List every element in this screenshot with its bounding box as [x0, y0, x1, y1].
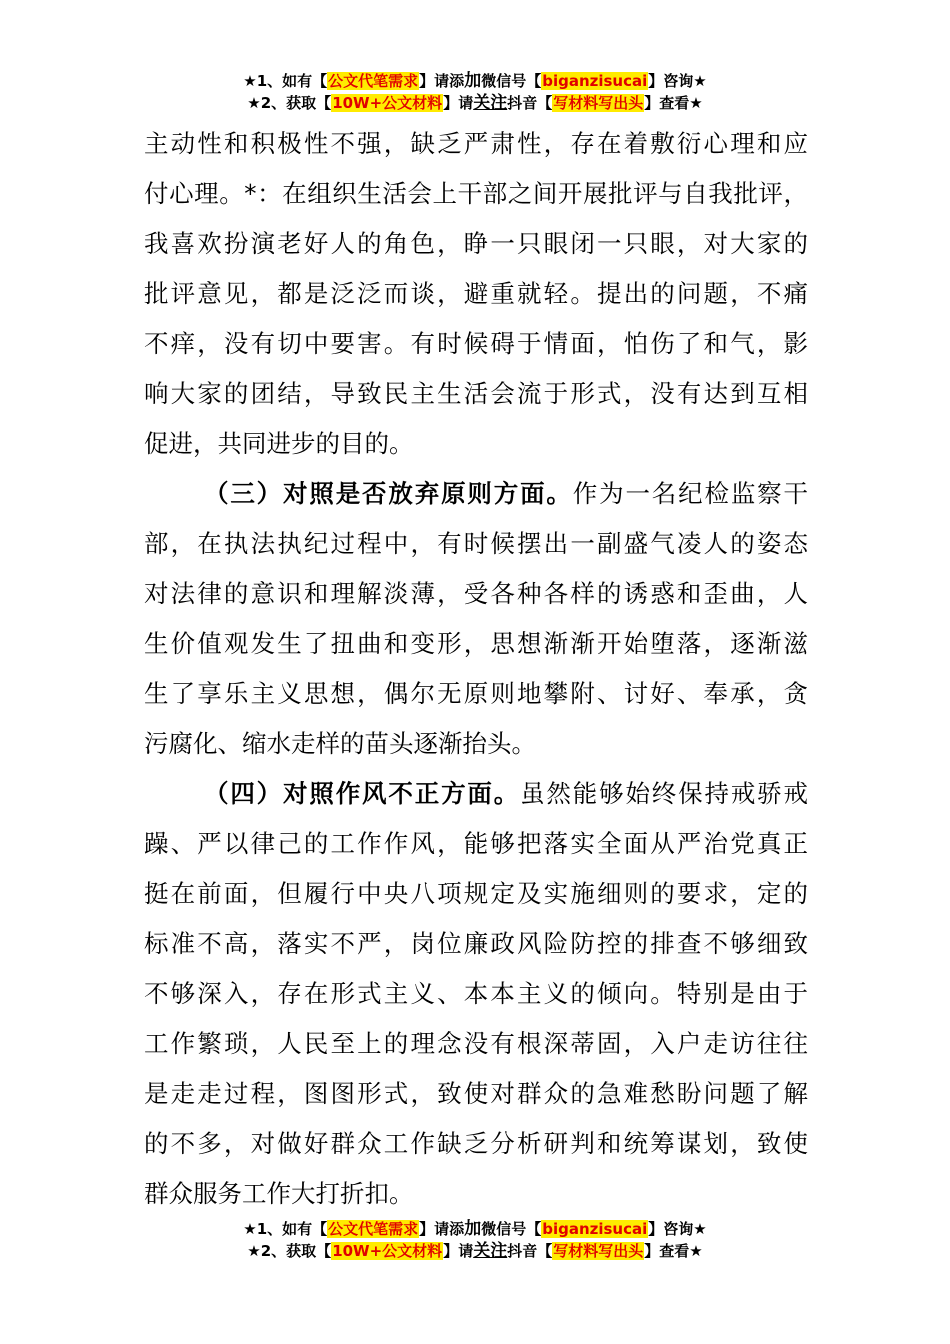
body-line — [144, 119, 808, 169]
body-line — [144, 319, 808, 369]
banner-highlight-writing-service: 公文代笔需求 — [328, 72, 419, 90]
banner-highlight-writing-service: 公文代笔需求 — [328, 1220, 419, 1238]
line-text: 作为一名纪检监察干 — [572, 479, 809, 508]
line-text: 对法律的意识和理解淡薄，受各种各样的诱惑和歪曲，人 — [144, 579, 808, 608]
line-text: 不痒，没有切中要害。有时候碍于情面，怕伤了和气，影 — [144, 329, 808, 358]
body-line — [144, 919, 808, 969]
banner-line-1-suffix: 】咨询★ — [648, 1220, 707, 1238]
line-text: 生价值观发生了扭曲和变形，思想渐渐开始堕落，逐渐滋 — [144, 629, 808, 658]
banner-line-2 — [0, 92, 950, 114]
body-line — [144, 619, 808, 669]
banner-line-2-mid1: 】请 — [443, 94, 474, 112]
line-text: 挺在前面，但履行中央八项规定及实施细则的要求，定的 — [144, 879, 808, 908]
body-line — [144, 719, 808, 769]
body-line — [144, 1019, 808, 1069]
banner-line-2-mid2: 抖音【 — [507, 1242, 553, 1260]
footer-banner — [0, 1218, 950, 1262]
body-line — [144, 169, 808, 219]
banner-line-1-prefix: ★1、如有【 — [243, 72, 328, 90]
document-body — [144, 119, 808, 1219]
line-text: 群众服务工作大打折扣。 — [144, 1179, 414, 1208]
banner-line-1-mid2: 微信号【 — [481, 1220, 542, 1238]
body-line — [144, 1169, 808, 1219]
line-text: 标准不高，落实不严，岗位廉政风险防控的排查不够细致 — [144, 929, 808, 958]
line-text: 响大家的团结，导致民主生活会流于形式，没有达到互相 — [144, 379, 808, 408]
line-text: 躁、严以律己的工作作风，能够把落实全面从严治党真正 — [144, 829, 808, 858]
body-line — [144, 1069, 808, 1119]
banner-line-2-prefix: ★2、获取【 — [247, 1242, 332, 1260]
section-three-heading-line — [144, 469, 808, 519]
body-line — [144, 569, 808, 619]
banner-highlight-materials: 10W+公文材料 — [332, 1242, 443, 1260]
banner-line-1-mid1: 】请添 — [419, 1220, 465, 1238]
banner-line-2-follow-word: 关注 — [473, 1241, 508, 1261]
banner-highlight-wechat-id: biganzisucai — [542, 1220, 648, 1238]
section-heading: （三）对照是否放弃原则方面。 — [204, 479, 573, 508]
line-text: 生了享乐主义思想，偶尔无原则地攀附、讨好、奉承，贪 — [144, 679, 808, 708]
body-line — [144, 869, 808, 919]
body-line — [144, 669, 808, 719]
banner-line-1-bold-word: 加 — [464, 1219, 482, 1239]
line-text: 付心理。*：在组织生活会上干部之间开展批评与自我批评， — [144, 179, 808, 208]
body-line — [144, 519, 808, 569]
body-line — [144, 269, 808, 319]
banner-line-2-suffix: 】查看★ — [644, 94, 703, 112]
banner-line-1-bold-word: 加 — [464, 71, 482, 91]
banner-line-2-mid2: 抖音【 — [507, 94, 553, 112]
body-line — [144, 419, 808, 469]
body-line — [144, 969, 808, 1019]
line-text: 是走走过程，图图形式，致使对群众的急难愁盼问题了解 — [144, 1079, 808, 1108]
line-text: 批评意见，都是泛泛而谈，避重就轻。提出的问题，不痛 — [144, 279, 808, 308]
line-text: 不够深入，存在形式主义、本本主义的倾向。特别是由于 — [144, 979, 808, 1008]
body-line — [144, 219, 808, 269]
line-text: 促进，共同进步的目的。 — [144, 429, 414, 458]
line-text: 部，在执法执纪过程中，有时候摆出一副盛气凌人的姿态 — [144, 529, 808, 558]
header-banner — [0, 70, 950, 114]
banner-highlight-materials: 10W+公文材料 — [332, 94, 443, 112]
line-text: 主动性和积极性不强，缺乏严肃性，存在着敷衍心理和应 — [144, 129, 808, 158]
line-text: 工作繁琐，人民至上的理念没有根深蒂固，入户走访往往 — [144, 1029, 808, 1058]
banner-line-1 — [0, 1218, 950, 1240]
body-line — [144, 1119, 808, 1169]
banner-line-1-prefix: ★1、如有【 — [243, 1220, 328, 1238]
banner-line-1 — [0, 70, 950, 92]
banner-highlight-wechat-id: biganzisucai — [542, 72, 648, 90]
section-heading: （四）对照作风不正方面。 — [204, 779, 521, 808]
banner-line-1-mid1: 】请添 — [419, 72, 465, 90]
banner-line-2-mid1: 】请 — [443, 1242, 474, 1260]
line-text: 虽然能够始终保持戒骄戒 — [520, 779, 809, 808]
banner-highlight-douyin-account: 写材料写出头 — [553, 1242, 644, 1260]
banner-highlight-douyin-account: 写材料写出头 — [553, 94, 644, 112]
banner-line-2 — [0, 1240, 950, 1262]
banner-line-2-prefix: ★2、获取【 — [247, 94, 332, 112]
line-text: 我喜欢扮演老好人的角色，睁一只眼闭一只眼，对大家的 — [144, 229, 808, 258]
body-line — [144, 369, 808, 419]
banner-line-1-mid2: 微信号【 — [481, 72, 542, 90]
banner-line-2-suffix: 】查看★ — [644, 1242, 703, 1260]
line-text: 的不多，对做好群众工作缺乏分析研判和统筹谋划，致使 — [144, 1129, 808, 1158]
banner-line-2-follow-word: 关注 — [473, 93, 508, 113]
body-line — [144, 819, 808, 869]
line-text: 污腐化、缩水走样的苗头逐渐抬头。 — [144, 729, 536, 758]
section-four-heading-line — [144, 769, 808, 819]
banner-line-1-suffix: 】咨询★ — [648, 72, 707, 90]
